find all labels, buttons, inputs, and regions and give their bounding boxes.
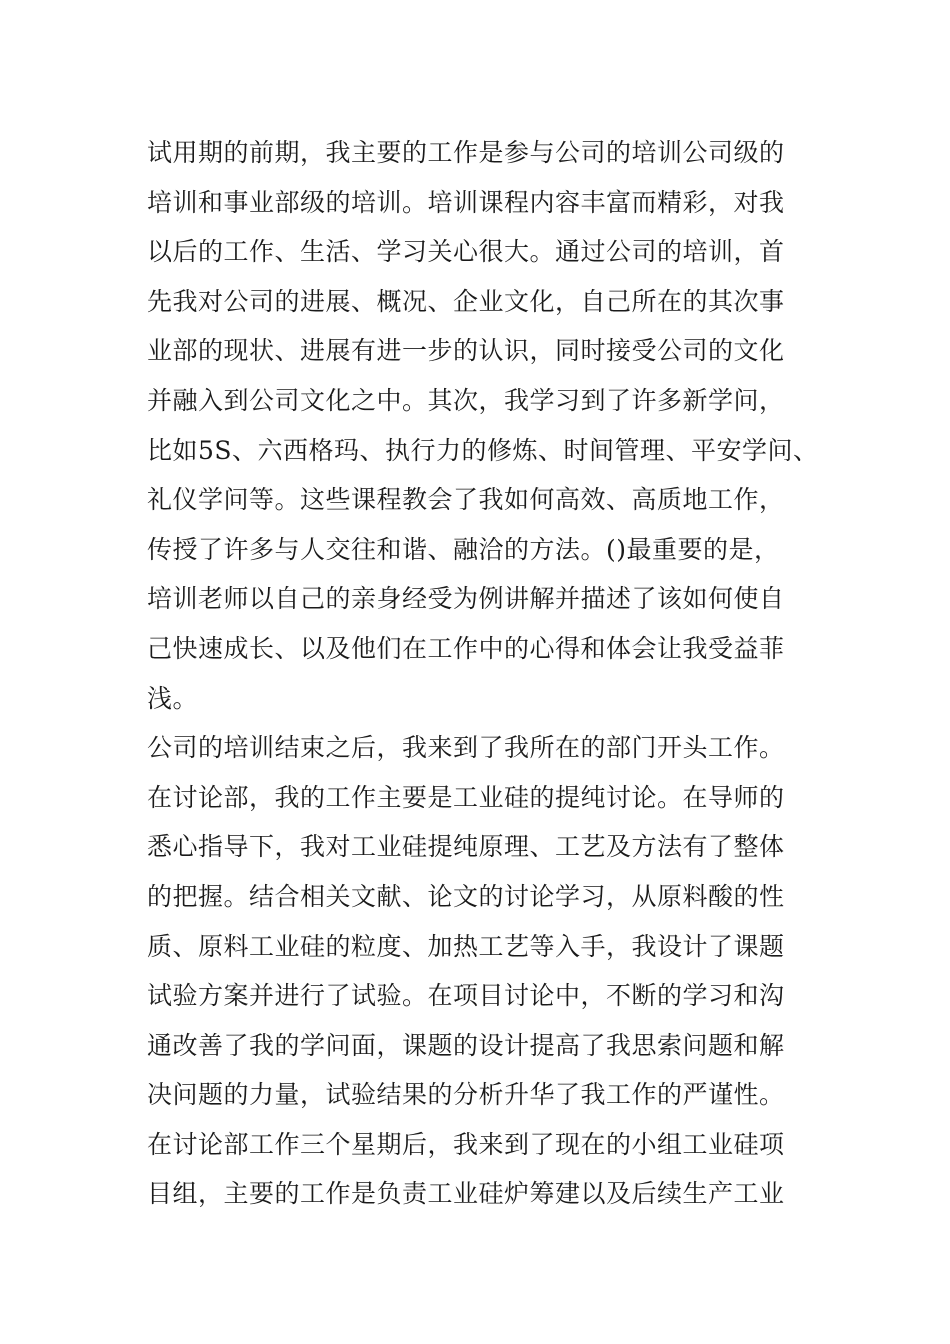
text-line: 培训老师以自己的亲身经受为例讲解并描述了该如何使自 — [147, 584, 785, 614]
text-line: 的把握。结合相关文献、论文的讨论学习，从原料酸的性 — [147, 881, 785, 911]
document-body — [147, 128, 827, 1219]
text-line: 以后的工作、生活、学习关心很大。通过公司的培训，首 — [147, 237, 785, 267]
text-line: 质、原料工业硅的粒度、加热工艺等入手，我设计了课题 — [147, 931, 785, 961]
text-line: 在讨论部，我的工作主要是工业硅的提纯讨论。在导师的 — [147, 782, 785, 812]
text-line: 先我对公司的进展、概况、企业文化，自己所在的其次事 — [147, 286, 785, 316]
text-line: 并融入到公司文化之中。其次，我学习到了许多新学问， — [147, 385, 785, 415]
text-line: 比如5S、六西格玛、执行力的修炼、时间管理、平安学问、 — [147, 435, 819, 465]
text-line: 传授了许多与人交往和谐、融洽的方法。()最重要的是， — [147, 534, 780, 564]
text-line: 在讨论部工作三个星期后，我来到了现在的小组工业硅项 — [147, 1129, 785, 1159]
text-line: 决问题的力量，试验结果的分析升华了我工作的严谨性。 — [147, 1080, 785, 1110]
text-line: 浅。 — [147, 683, 199, 713]
text-line: 通改善了我的学问面，课题的设计提高了我思索问题和解 — [147, 1030, 785, 1060]
text-line: 培训和事业部级的培训。培训课程内容丰富而精彩，对我 — [147, 187, 785, 217]
text-line: 目组，主要的工作是负责工业硅炉筹建以及后续生产工业 — [147, 1179, 785, 1209]
text-line: 公司的培训结束之后，我来到了我所在的部门开头工作。 — [147, 733, 785, 763]
text-line: 业部的现状、进展有进一步的认识，同时接受公司的文化 — [147, 336, 785, 366]
text-line: 礼仪学问等。这些课程教会了我如何高效、高质地工作， — [147, 485, 785, 515]
text-line: 试验方案并进行了试验。在项目讨论中，不断的学习和沟 — [147, 981, 785, 1011]
text-line: 试用期的前期，我主要的工作是参与公司的培训公司级的 — [147, 138, 785, 167]
text-line: 悉心指导下，我对工业硅提纯原理、工艺及方法有了整体 — [147, 832, 785, 862]
text-line: 己快速成长、以及他们在工作中的心得和体会让我受益菲 — [147, 633, 785, 663]
